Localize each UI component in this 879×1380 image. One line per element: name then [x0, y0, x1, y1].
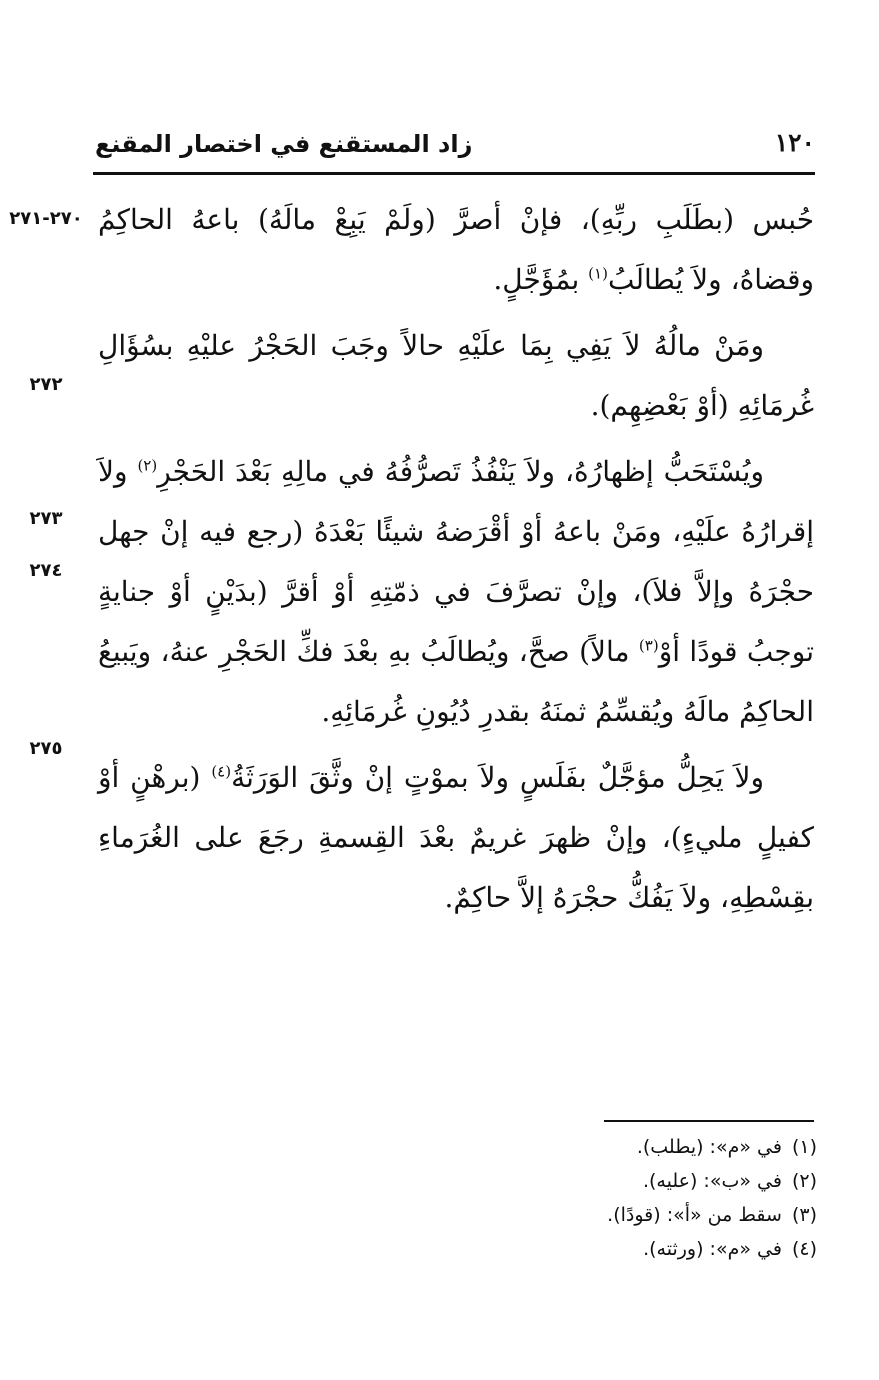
footnote-divider: [604, 1120, 814, 1122]
margin-number: ٢٧٢: [29, 374, 63, 395]
footnote-text: في «م»: (يطلب).: [636, 1136, 782, 1158]
header-divider: [93, 172, 815, 175]
paragraph-text: مالاً) صحَّ، ويُطالَبُ بهِ بعْدَ فكِّ الحَجْرِ عنهُ، ويَبيعُ الحاكِمُ مالَهُ ويُقسِّمُ ثمنَهُ بقدرِ دُيُونِ غُرمَائِهِ.: [98, 635, 814, 728]
margin-number: ٢٧٣: [29, 508, 63, 529]
footnote: [317, 1130, 817, 1164]
paragraph-text: حُبس (بطَلَبِ ربِّهِ)، فإنْ أصرَّ (ولَمْ يَبِعْ مالَهُ) باعهُ الحاكِمُ وقضاهُ، ولاَ يُطالَبُ: [98, 203, 815, 296]
footnote: [317, 1198, 817, 1232]
footnote-marker: (٤): [211, 762, 232, 781]
paragraph-text: ولاَ يَحِلُّ مؤجَّلٌ بفَلَسٍ ولاَ بموْتٍ إنْ وثَّقَ الوَرَثَةُ: [231, 761, 764, 794]
paragraph: [98, 748, 814, 928]
footnote-number: (٢): [791, 1170, 817, 1192]
footnote-text: في «ب»: (عليه).: [642, 1170, 782, 1192]
paragraph-text: ومَنْ مالُهُ لاَ يَفِي بِمَا علَيْهِ حالاً وجَبَ الحَجْرُ عليْهِ بسُؤَالِ غُرمَائِهِ (أوْ بَعْضِهِم).: [98, 329, 814, 422]
paragraph-text: ولاَ إقرارُهُ علَيْهِ، ومَنْ باعهُ أوْ أقْرَضهُ شيئًا بَعْدَهُ (رجع فيه إنْ جهل حجْرَهُ وإلاَّ فلاَ)، وإنْ تصرَّفَ في ذمّتِهِ أوْ أقرَّ (بدَيْنٍ أوْ جنايةٍ توجبُ قودًا أوْ: [98, 455, 814, 668]
footnote: [317, 1232, 817, 1266]
footnote-marker: (٣): [638, 636, 659, 655]
paragraph: [98, 316, 814, 436]
paragraph-text: بمُؤَجَّلٍ.: [493, 263, 589, 296]
paragraph: [98, 190, 814, 310]
paragraph-text: (برهْنٍ أوْ كفيلٍ مليءٍ)، وإنْ ظهرَ غريمٌ بعْدَ القِسمةِ رجَعَ على الغُرَماءِ بقِسْطِهِ، ولاَ يَفُكُّ حجْرَهُ إلاَّ حاكِمٌ.: [98, 761, 814, 914]
footnote-text: في «م»: (ورثته).: [643, 1238, 782, 1260]
footnote-text: سقط من «أ»: (قودًا).: [607, 1204, 782, 1226]
paragraph-text: ويُسْتَحَبُّ إظهارُهُ، ولاَ يَنْفُذُ تَصرُّفُهُ في مالِهِ بَعْدَ الحَجْرِ: [157, 455, 764, 488]
margin-number: ٢٧٥: [29, 738, 63, 759]
book-title: زاد المستقنع في اختصار المقنع: [95, 130, 473, 158]
footnotes: [317, 1130, 817, 1266]
footnote-marker: (٢): [137, 456, 158, 475]
page-number: ١٢٠: [774, 128, 815, 157]
margin-number: ٢٧٤: [29, 560, 63, 581]
footnote-number: (٣): [791, 1204, 817, 1226]
paragraph: [98, 442, 814, 742]
footnote: [317, 1164, 817, 1198]
footnote-number: (١): [791, 1136, 817, 1158]
page-header: [95, 118, 815, 174]
footnote-marker: (١): [588, 264, 608, 283]
margin-number: ٢٧٠-٢٧١: [9, 208, 83, 229]
footnote-number: (٤): [791, 1238, 817, 1260]
main-text: [98, 190, 814, 934]
